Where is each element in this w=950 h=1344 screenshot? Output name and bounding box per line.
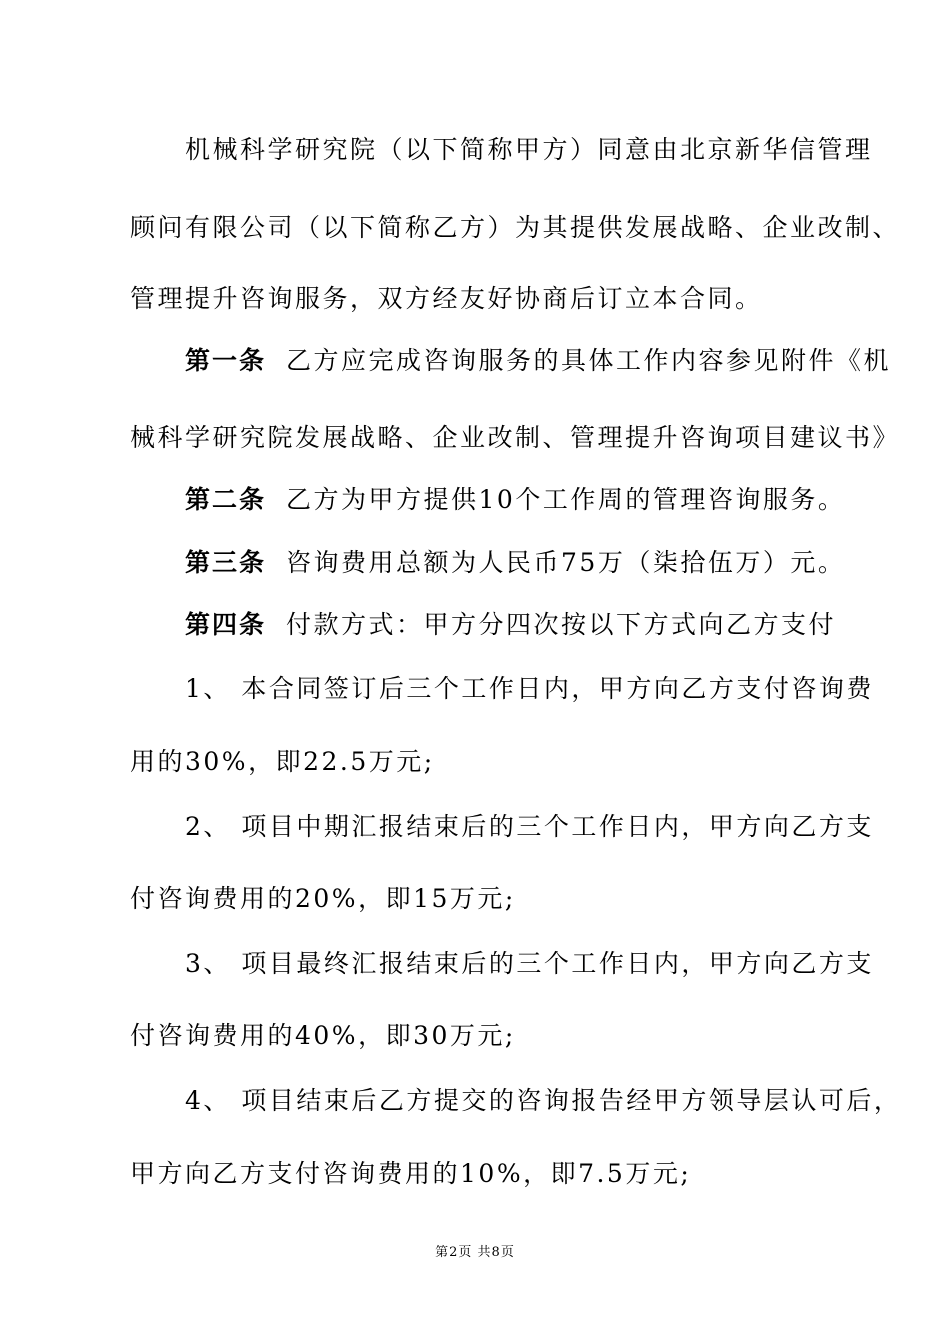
item-3-line-1: 3、 项目最终汇报结束后的三个工作日内，甲方向乙方支 [185, 949, 874, 978]
article-3-text: 咨询费用总额为人民币75万（柒拾伍万）元。 [286, 548, 846, 577]
intro-line-3: 管理提升咨询服务，双方经友好协商后订立本合同。 [130, 284, 763, 313]
article-2-text: 乙方为甲方提供10个工作周的管理咨询服务。 [286, 485, 846, 514]
article-3 [185, 546, 845, 580]
item-4-line-1: 4、 项目结束后乙方提交的咨询报告经甲方领导层认可后， [185, 1086, 902, 1115]
article-1-heading: 第一条 [185, 346, 267, 375]
item-2-line-1: 2、 项目中期汇报结束后的三个工作日内，甲方向乙方支 [185, 812, 874, 841]
item-4-line-2: 甲方向乙方支付咨询费用的10%，即7.5万元; [130, 1159, 692, 1188]
article-1-line-2: 械科学研究院发展战略、企业改制、管理提升咨询项目建议书》 [130, 423, 901, 452]
item-2-line-2: 付咨询费用的20%，即15万元; [130, 884, 516, 913]
article-4-heading: 第四条 [185, 610, 267, 639]
article-1-text: 乙方应完成咨询服务的具体工作内容参见附件《机 [286, 346, 892, 375]
article-3-heading: 第三条 [185, 548, 267, 577]
item-1-line-1: 1、 本合同签订后三个工作日内，甲方向乙方支付咨询费 [185, 674, 874, 703]
article-4-text: 付款方式：甲方分四次按以下方式向乙方支付 [286, 610, 837, 639]
article-2-heading: 第二条 [185, 485, 267, 514]
article-4 [185, 608, 836, 642]
article-2 [185, 483, 845, 517]
item-1-line-2: 用的30%，即22.5万元; [130, 747, 435, 776]
intro-line-2: 顾问有限公司（以下简称乙方）为其提供发展战略、企业改制、 [130, 213, 901, 242]
intro-line-1: 机械科学研究院（以下简称甲方）同意由北京新华信管理 [185, 135, 873, 164]
item-3-line-2: 付咨询费用的40%，即30万元; [130, 1021, 516, 1050]
article-1-line-1 [185, 344, 891, 378]
page-number-footer: 第2页 共8页 [435, 1245, 515, 1260]
